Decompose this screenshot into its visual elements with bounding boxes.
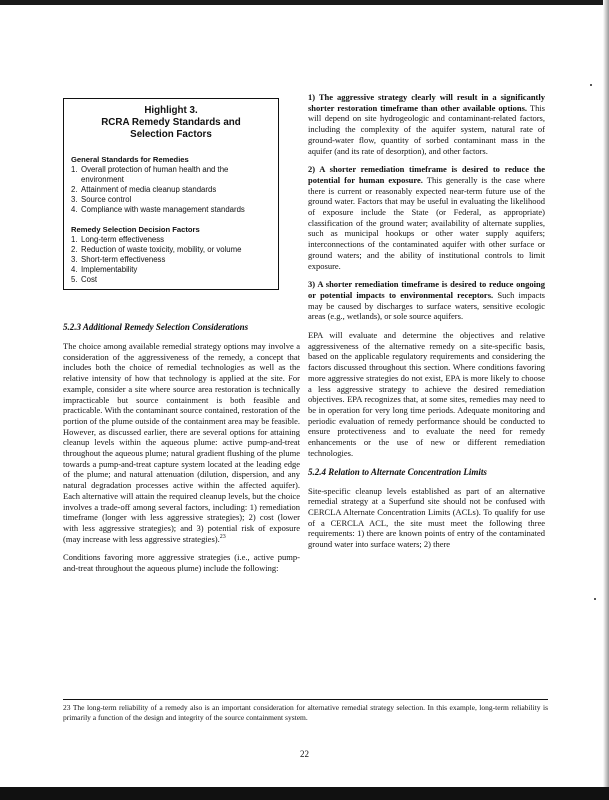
decision-factors-list xyxy=(71,235,271,285)
paragraph: Site-specific cleanup levels established as part of an alternative remedial strategy at a Superfund site should not be confused with CERCLA Alternate Concentration Limits (ACLs). To qualify for use of a CERCLA ACL, the site must meet the following three requirements: 1) there are known points of entry of the contaminated ground water into surface waters; 2) there xyxy=(308,485,545,550)
footnote: 23 The long-term reliability of a remedy also is an important consideration for alternative remedial strategy selection. In this example, long-term reliability is primarily a function of the design and integrity of the source containment system. xyxy=(63,703,548,722)
scan-speck xyxy=(590,84,592,86)
scan-border-right xyxy=(603,0,609,800)
footnote-number: 23 xyxy=(63,703,71,712)
decision-factors-heading: Remedy Selection Decision Factors xyxy=(71,225,200,234)
condition-3: 3) A shorter remediation timeframe is desired to reduce ongoing or potential impacts to environmental receptors. Such impacts may be caused by discharges to surface waters, sensitive ecologic areas (e.g., wetlands), or sole source aquifers. xyxy=(308,279,545,322)
general-standards-list xyxy=(71,165,271,215)
scan-border-top xyxy=(0,0,609,5)
scan-border-bottom xyxy=(0,787,609,800)
scan-speck xyxy=(594,598,596,600)
section-heading-5-2-3: 5.2.3 Additional Remedy Selection Considerations xyxy=(63,322,249,332)
section-heading-5-2-4: 5.2.4 Relation to Alternate Concentration Limits xyxy=(308,466,487,477)
right-column xyxy=(308,92,545,558)
page-number: 22 xyxy=(300,749,309,759)
left-column xyxy=(63,322,300,582)
list-item: 5. Cost xyxy=(71,275,98,284)
footnote-divider xyxy=(63,699,548,700)
paragraph: EPA will evaluate and determine the objectives and relative aggressiveness of the alternative remedy on a site-specific basis, based on the applicable regulatory requirements and considering the factors discussed throughout this section. Where conditions favoring more aggressive strategies do not exist, EPA is more likely to choose a less aggressive strategy to achieve the desired remediation objectives. EPA recognizes that, at some sites, remedies may need to be in operation for very long time periods. Adequate monitoring and periodic evaluation of remedy performance should be conducted to ensure protectiveness and to evaluate the need for remedy enhancements or the use of new or different remediation technologies. xyxy=(308,330,545,458)
paragraph: The choice among available remedial strategy options may involve a consideration of the aggressiveness of the remedy, a concept that includes both the choice of remedial technologies as well as the relative intensity of how that technology is applied at the site. For example, consider a site where source area restoration is technically impracticable but source containment is both feasible and practicable. With the contaminant source contained, restoration of the portion of the plume outside of the containment area may be feasible. However, as discussed earlier, there are several options for attaining cleanup levels within the aqueous plume: active pump-and-treat throughout the aqueous plume; natural gradient flushing of the plume towards a pump-and-treat capture system located at the leading edge of the plume; and natural attenuation (dilution, dispersion, and any natural degradation processes active within the affected aquifer). Each alternative will attain the required cleanup levels, but the choice involves a trade-off among several factors, including: 1) remediation timeframe (longer with less aggressive strategies); 2) cost (lower with less aggressive strategies); and 3) potential risk of exposure (may increase with less aggressive strategies).$^{23}$ xyxy=(63,341,300,544)
list-item: 4. Compliance with waste management standards xyxy=(71,205,245,214)
list-item: 1. Long-term effectiveness xyxy=(71,235,165,244)
list-item: 2. Attainment of media cleanup standards xyxy=(71,185,217,194)
footnote-ref: 23 xyxy=(219,533,226,540)
highlight-box xyxy=(63,98,279,290)
list-item: 1. Overall protection of human health and the environment xyxy=(71,165,229,184)
general-standards-heading: General Standards for Remedies xyxy=(71,155,189,164)
highlight-title: Highlight 3. RCRA Remedy Standards and Selection Factors xyxy=(101,105,241,140)
condition-2: 2) A shorter remediation timeframe is desired to reduce the potential for human exposure. This generally is the case where there is current or reasonably expected near-term future use of the ground water. Factors that may be useful in evaluating the likelihood of exposure include the State (or Federal, as appropriate) classification of the ground water; availability of alternate supplies, such as municipal hookups or other water supply aquifers; interconnections of the contaminated aquifer with other surface or ground waters; and the ability of institutional controls to limit exposure. xyxy=(308,164,545,271)
list-item: 4. Implementability xyxy=(71,265,138,274)
condition-1: 1) The aggressive strategy clearly will result in a significantly shorter restoration timeframe than other available options. This will depend on site hydrogeologic and contaminant-related factors, including the complexity of the aquifer system, natural rate of ground-water flow, quantity of sorbed contaminant mass in the aquifer (and its rate of desorption), and other factors. xyxy=(308,92,545,156)
paragraph: Conditions favoring more aggressive strategies (i.e., active pump-and-treat throughout the aqueous plume) include the following: xyxy=(63,552,300,574)
list-item: 3. Short-term effectiveness xyxy=(71,255,166,264)
list-item: 2. Reduction of waste toxicity, mobility, or volume xyxy=(71,245,242,254)
list-item: 3. Source control xyxy=(71,195,132,204)
